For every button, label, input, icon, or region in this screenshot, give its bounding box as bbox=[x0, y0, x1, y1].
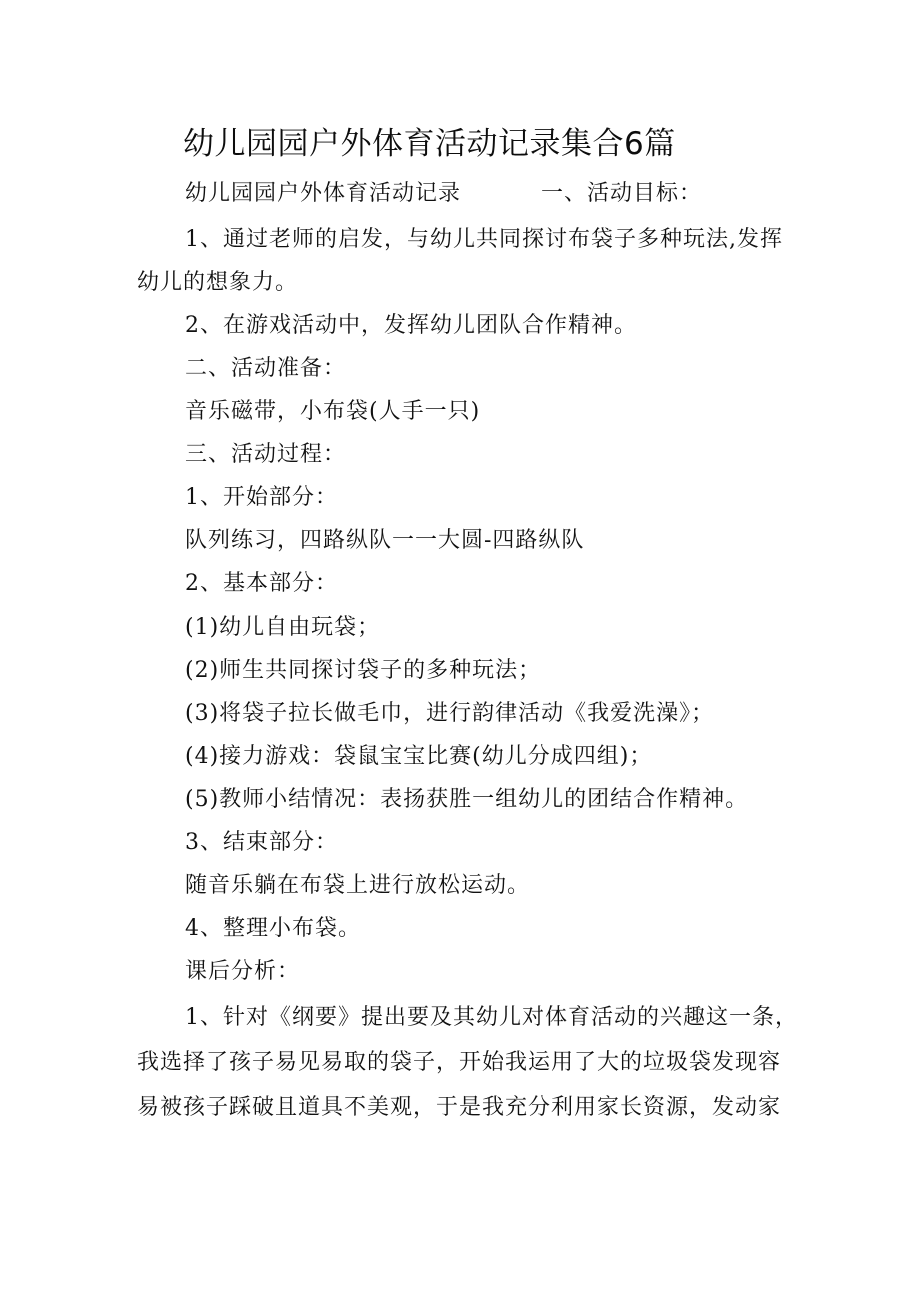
part-3-text: 随音乐躺在布袋上进行放松运动。 bbox=[185, 873, 531, 898]
part-4-heading: 4、整理小布袋。 bbox=[185, 916, 361, 941]
part-1-text: 队列练习，四路纵队一一大圆-四路纵队 bbox=[185, 528, 585, 553]
part-1-heading: 1、开始部分： bbox=[185, 485, 338, 510]
step-3: (3)将袋子拉长做毛巾，进行韵律活动《我爱洗澡》； bbox=[185, 701, 715, 726]
goal-1-line-1: 1、通过老师的启发，与幼儿共同探讨布袋子多种玩法,发挥 bbox=[185, 227, 783, 252]
document-title: 幼儿园园户外体育活动记录集合6篇 bbox=[183, 126, 676, 162]
step-4: (4)接力游戏：袋鼠宝宝比赛(幼儿分成四组)； bbox=[185, 744, 653, 769]
document-subtitle: 幼儿园园户外体育活动记录 bbox=[185, 181, 462, 206]
part-3-heading: 3、结束部分： bbox=[185, 830, 338, 855]
analysis-heading: 课后分析： bbox=[185, 959, 301, 984]
analysis-line-3: 易被孩子踩破且道具不美观，于是我充分利用家长资源，发动家 bbox=[137, 1095, 782, 1120]
step-5: (5)教师小结情况：表扬获胜一组幼儿的团结合作精神。 bbox=[185, 787, 749, 812]
goal-1-line-2: 幼儿的想象力。 bbox=[137, 270, 299, 295]
goal-2: 2、在游戏活动中，发挥幼儿团队合作精神。 bbox=[185, 313, 637, 338]
section-heading-process: 三、活动过程： bbox=[185, 442, 347, 467]
section-heading-goal: 一、活动目标： bbox=[541, 181, 703, 206]
step-1: (1)幼儿自由玩袋； bbox=[185, 615, 381, 640]
subtitle-line bbox=[185, 178, 702, 210]
part-2-heading: 2、基本部分： bbox=[185, 571, 338, 596]
section-heading-prep: 二、活动准备： bbox=[185, 356, 347, 381]
step-2: (2)师生共同探讨袋子的多种玩法； bbox=[185, 658, 542, 683]
analysis-line-1: 1、针对《纲要》提出要及其幼儿对体育活动的兴趣这一条， bbox=[185, 1005, 798, 1030]
prep-text: 音乐磁带，小布袋(人手一只) bbox=[185, 399, 481, 424]
analysis-line-2: 我选择了孩子易见易取的袋子，开始我运用了大的垃圾袋发现容 bbox=[137, 1050, 782, 1075]
